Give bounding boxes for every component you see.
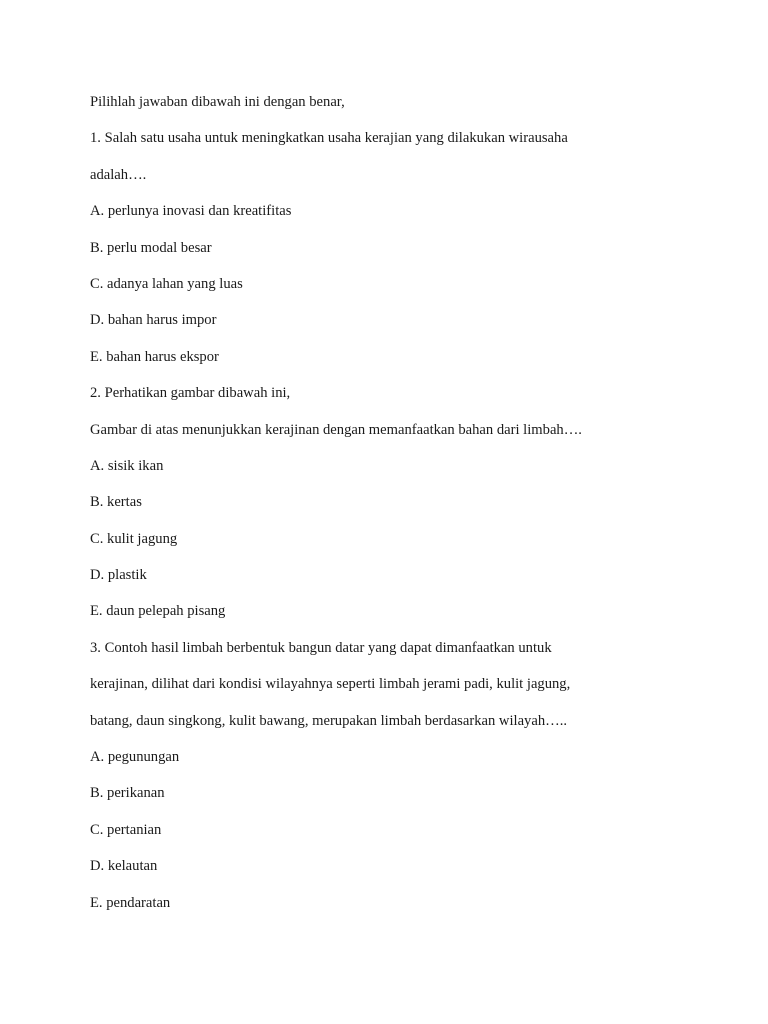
- question-text: batang, daun singkong, kulit bawang, merupakan limbah berdasarkan wilayah…..: [90, 712, 568, 729]
- question-text: 2. Perhatikan gambar dibawah ini,: [90, 385, 291, 402]
- question-text: 3. Contoh hasil limbah berbentuk bangun datar yang dapat dimanfaatkan untuk: [90, 639, 552, 656]
- question-2: [90, 375, 730, 630]
- option-d: D. bahan harus impor: [90, 312, 217, 329]
- document-page: [90, 84, 730, 921]
- instructions: Pilihlah jawaban dibawah ini dengan benar,: [90, 94, 345, 110]
- option-c: C. pertanian: [90, 821, 162, 838]
- option-e: E. daun pelepah pisang: [90, 603, 226, 620]
- question-1: [90, 120, 730, 375]
- option-a: A. sisik ikan: [90, 457, 164, 474]
- question-text: Gambar di atas menunjukkan kerajinan dengan memanfaatkan bahan dari limbah….: [90, 421, 582, 438]
- question-text: kerajinan, dilihat dari kondisi wilayahnya seperti limbah jerami padi, kulit jagung,: [90, 676, 571, 693]
- option-b: B. kertas: [90, 494, 142, 511]
- question-text: adalah….: [90, 166, 147, 183]
- option-e: E. bahan harus ekspor: [90, 348, 219, 365]
- option-e: E. pendaratan: [90, 894, 171, 911]
- option-a: A. pegunungan: [90, 749, 180, 766]
- option-d: D. kelautan: [90, 858, 158, 875]
- option-d: D. plastik: [90, 567, 147, 584]
- option-c: C. adanya lahan yang luas: [90, 275, 243, 292]
- question-text: 1. Salah satu usaha untuk meningkatkan usaha kerajian yang dilakukan wirausaha: [90, 130, 568, 147]
- option-b: B. perikanan: [90, 785, 165, 802]
- option-c: C. kulit jagung: [90, 530, 178, 547]
- option-a: A. perlunya inovasi dan kreatifitas: [90, 203, 292, 220]
- option-b: B. perlu modal besar: [90, 239, 212, 256]
- question-3: [90, 630, 730, 921]
